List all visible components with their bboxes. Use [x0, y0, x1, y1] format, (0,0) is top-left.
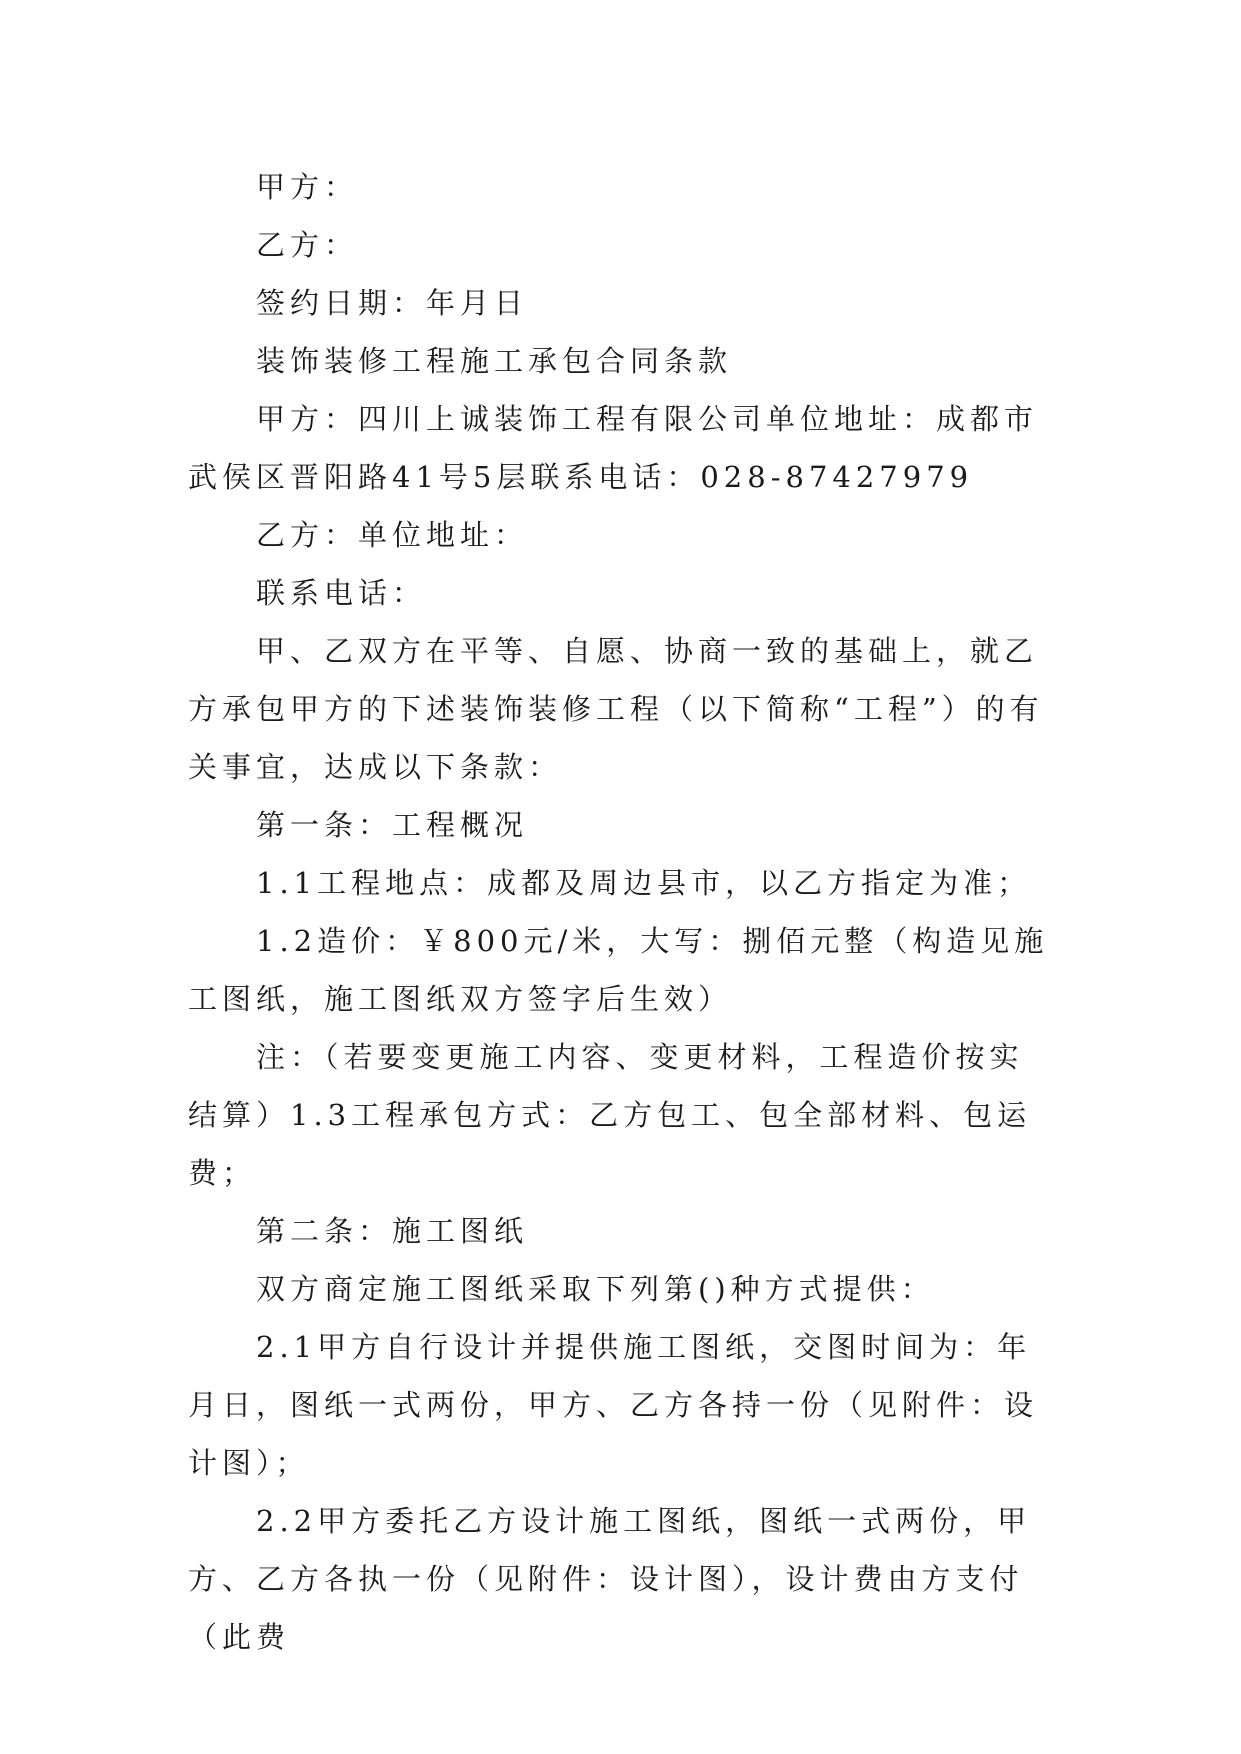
drawing-method-line: 双方商定施工图纸采取下列第()种方式提供： — [256, 1272, 935, 1306]
document-body — [188, 158, 1054, 1666]
party-b-line: 乙方： — [256, 228, 359, 262]
signing-date-line: 签约日期：年月日 — [256, 286, 529, 320]
party-a-line: 甲方： — [256, 170, 359, 204]
article-1-heading: 第一条：工程概况 — [256, 808, 529, 842]
clause-1-1: 1.1工程地点：成都及周边县市，以乙方指定为准； — [256, 866, 1032, 900]
clause-2-2: 2.2甲方委托乙方设计施工图纸，图纸一式两份，甲方、乙方各执一份（见附件：设计图），设计费由方支付（此费 — [188, 1504, 1032, 1654]
contract-title: 装饰装修工程施工承包合同条款 — [256, 344, 733, 378]
article-2-heading: 第二条：施工图纸 — [256, 1214, 529, 1248]
party-a-details: 甲方：四川上诚装饰工程有限公司单位地址：成都市武侯区晋阳路41号5层联系电话：028-87427979 — [188, 402, 1039, 494]
clause-note-1-3: 注：（若要变更施工内容、变更材料，工程造价按实结算）1.3工程承包方式：乙方包工、包全部材料、包运费； — [188, 1040, 1032, 1190]
contact-phone-line: 联系电话： — [256, 576, 427, 610]
party-b-address: 乙方：单位地址： — [256, 518, 529, 552]
preamble-paragraph: 甲、乙双方在平等、自愿、协商一致的基础上，就乙方承包甲方的下述装饰装修工程（以下简称“工程”）的有关事宜，达成以下条款： — [188, 634, 1044, 784]
clause-1-2: 1.2造价：￥800元/米，大写：捌佰元整（构造见施工图纸，施工图纸双方签字后生效） — [188, 924, 1049, 1016]
clause-2-1: 2.1甲方自行设计并提供施工图纸，交图时间为：年月日，图纸一式两份，甲方、乙方各持一份（见附件：设计图）； — [188, 1330, 1039, 1480]
